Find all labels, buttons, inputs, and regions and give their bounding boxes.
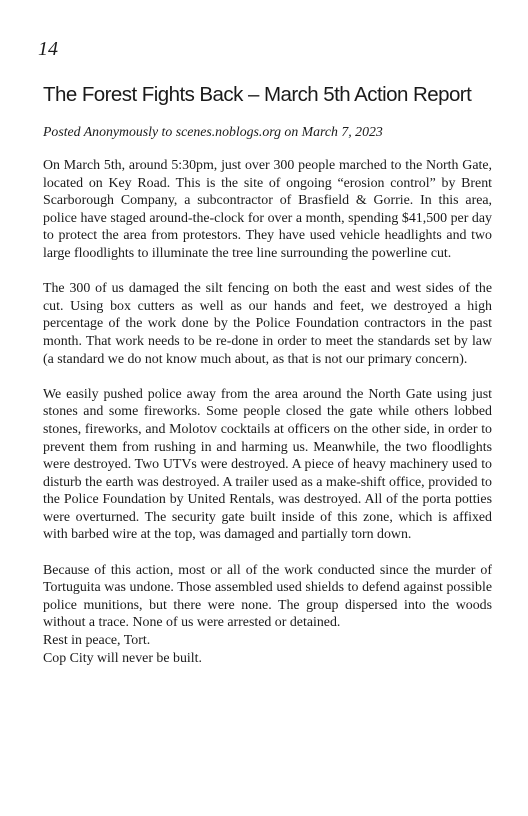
- article-body: [43, 157, 492, 667]
- article-byline: Posted Anonymously to scenes.noblogs.org on March 7, 2023: [43, 124, 383, 139]
- body-paragraph: We easily pushed police away from the area around the North Gate using just stones and some fireworks. Some people closed the gate while others lobbed stones, fireworks, and Molotov cocktails at officers on the other side, in order to prevent them from rushing in and harming us. Meanwhile, the two floodlights were destroyed. Two UTVs were destroyed. A piece of heavy machinery used to disturb the earth was destroyed. A trailer used as a make-shift office, provided to the Police Foundation by United Rentals, was destroyed. All of the porta potties were overturned. The security gate built inside of this zone, which is affixed with barbed wire at the top, was damaged and partially torn down.: [43, 386, 492, 543]
- article-title: The Forest Fights Back – March 5th Action Report: [43, 83, 472, 106]
- closing-line: Cop City will never be built.: [43, 650, 202, 666]
- body-paragraph: On March 5th, around 5:30pm, just over 300 people marched to the North Gate, located on Key Road. This is the site of ongoing “erosion control” by Brent Scarborough Company, a subcontractor of Brasfield & Gorrie. In this area, police have staged around-the-clock for over a month, spending $41,500 per day to protect the area from protestors. They have used vehicle headlights and two large floodlights to illuminate the tree line surrounding the powerline cut.: [43, 158, 492, 261]
- page-number: 14: [38, 38, 58, 60]
- body-paragraph: Because of this action, most or all of the work conducted since the murder of Tortuguita was undone. Those assembled used shields to defend against possible police munitions, but there were none. The group dispersed into the woods without a trace. None of us were arrested or detained.: [43, 562, 492, 631]
- closing-line: Rest in peace, Tort.: [43, 633, 151, 649]
- body-paragraph: The 300 of us damaged the silt fencing on both the east and west sides of the cut. Using box cutters as well as our hands and feet, we destroyed a high percentage of the work done by the Police Foundation contractors in the past month. That work needs to be re-done in order to meet the standards set by law (a standard we do not know much about, as that is not our primary concern).: [43, 281, 492, 367]
